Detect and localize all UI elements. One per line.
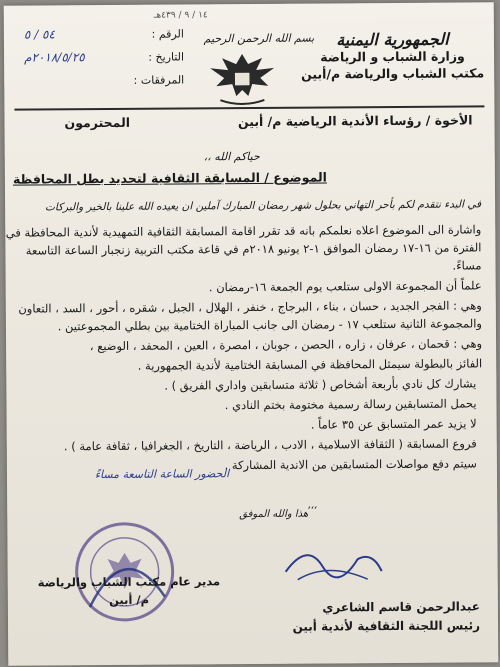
paragraph-line: واشارة الى الموضوع اعلاه نعلمكم بانه قد تقرر اقامة المسابقة الثقافية التمهيدية لأندية المحافظة في [5,222,482,240]
list-item: يحمل المتسابقين رسالة رسمية مختومة بختم النادي . [224,396,477,413]
list-item: يشارك كل نادي بأربعة أشخاص ( ثلاثة متسابقين واداري الفريق ) . [164,376,477,393]
closing-line: هذا والله الموفق [239,508,309,521]
letter-page [4,2,499,665]
director-place: م/ أبين [109,592,150,607]
director-title: مدير عام مكتب الشباب والرياضة [37,574,221,590]
top-date: ١٤ / ٩ / ٤٣٩هـ [153,10,208,21]
paragraph-line: والمجموعة الثانية ستلعب ١٧ - رمضان الى جانب المباراة الختامية بين بطلي المجموعتين . [57,316,482,334]
list-item: سيتم دفع مواصلات المتسابقين من الاندية المشاركة . [224,456,477,473]
signatory-name: عبدالرحمن قاسم الشاعري [322,599,480,615]
signature-scribble-icon [277,531,387,592]
signature-block-left [38,572,221,609]
addressee: الأخوة / رؤساء الأندية الرياضية م/ أبين [237,112,473,130]
number-row [24,22,184,46]
signature-block-right [292,597,480,636]
number-label: الرقم : [151,27,184,41]
basmala: بسم الله الرحمن الرحيم [203,31,315,46]
list-item: لا يزيد عمر المتسابق عن ٣٥ عاماً . [310,416,477,432]
addressee-respected: المحترمون [64,114,131,131]
date-value: ٢٠١٨/٥/٢٥م [24,50,85,65]
paragraph-line: علماً أن المجموعة الاولى ستلعب يوم الجمعة ١٦-رمضان . [208,278,482,295]
attachments-row [24,68,184,92]
number-value: ٥٤ / ٥ [23,27,55,42]
date-row [24,45,184,69]
greeting: حياكم الله ،، [203,149,260,164]
handwritten-note: الحضور الساعة التاسعة مساءً [94,467,230,482]
paragraph-line: مساءً. [452,258,482,273]
group-one-list: وهي : الفجر الجديد ، حسان ، بناء ، البرجاج ، خنفر ، الهلال ، الجبل ، شقره ، أحور ، السد ، التعاون [18,298,482,316]
header-divider [14,105,484,110]
closing-line: ،،، [307,500,317,512]
group-two-list: وهي : قحمان ، عرفان ، زاره ، الحصن ، جوبان ، امصرة ، العين ، المحفد ، الوضيع ، [89,336,483,354]
yemen-eagle-emblem-icon [204,48,280,109]
reference-fields [24,22,184,92]
date-label: التاريخ : [148,50,185,64]
subject-line: الموضوع / المسابقة الثقافية لتحديد بطل المحافظة [12,169,327,187]
paragraph-line: الفترة من ١٦-١٧ رمضان الموافق ١-٢ يونيو ٢٠١٨م في قاعة مكتب التربية زنجبار الساعة التاسعة [25,240,482,258]
attachments-label: المرفقات : [133,73,185,87]
signatory-title: رئيس اللجنة الثقافية لأندية أبين [292,618,481,634]
paragraph-opening: في البدء نتقدم لكم بأحر التهاني بحلول شهر رمضان المبارك آملين ان يعيده الله علينا بالخير والبركات [44,198,482,214]
office-name: مكتب الشباب والرياضة م/أبين [301,65,485,82]
list-item: فروع المسابقة ( الثقافة الاسلامية ، الادب ، الرياضة ، التاريخ ، الجغرافيا ، ثقافة عامة ) . [63,436,477,454]
paragraph-line: الفائز بالبطولة سيمثل المحافظة في المسابقة الختامية لأندية الجمهورية . [137,356,483,373]
republic-name: الجمهورية اليمنية [336,29,449,50]
ministry-name: وزارة الشباب و الرياضة [320,48,465,65]
